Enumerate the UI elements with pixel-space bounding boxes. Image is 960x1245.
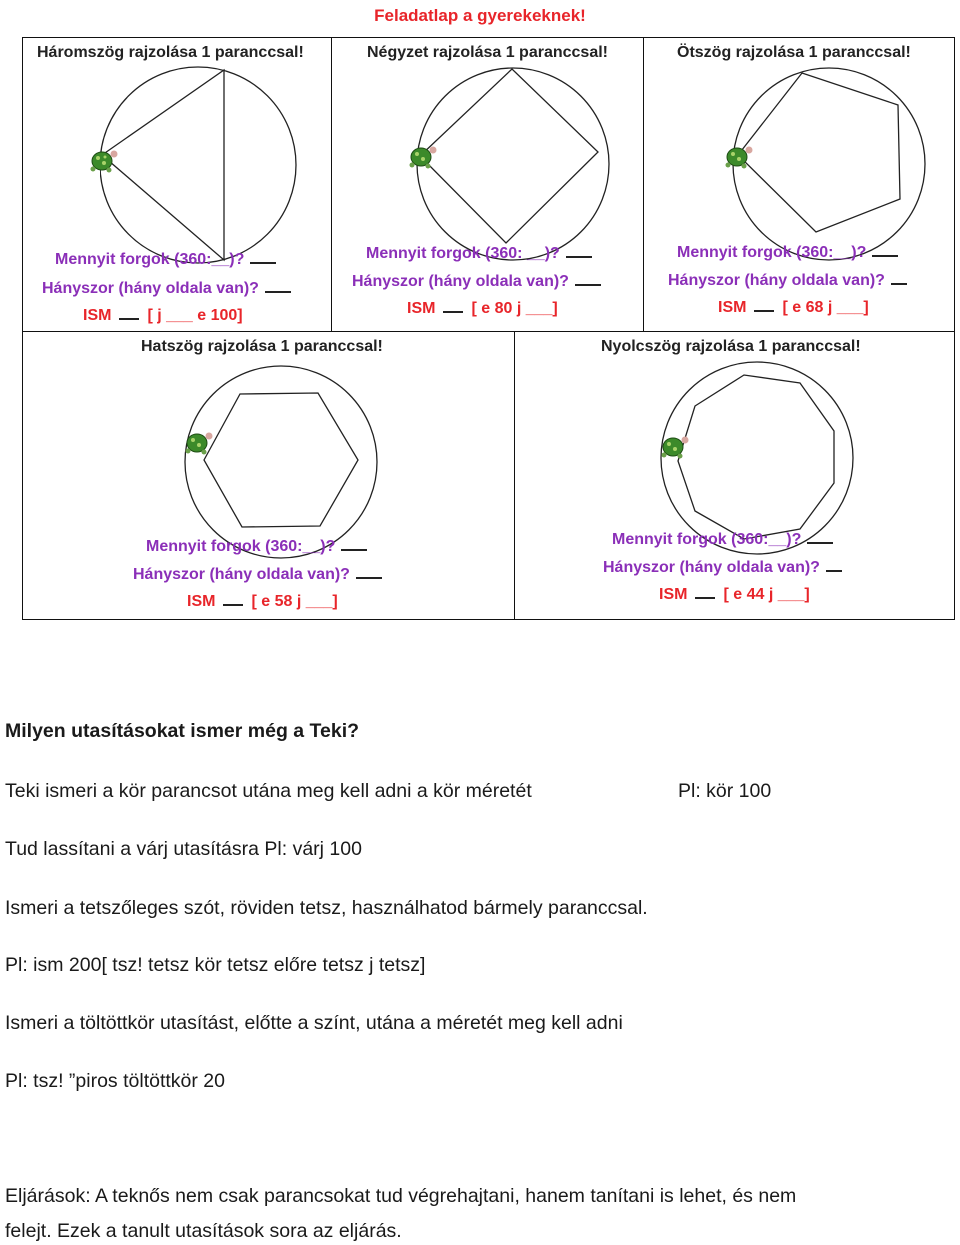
pentagon-title: Ötszög rajzolása 1 paranccsal! <box>677 44 911 61</box>
paragraph-filled-circle: Ismeri a töltöttkör utasítást, előtte a színt, utána a méretét meg kell adni <box>5 1012 623 1034</box>
question-repeat: Hányszor (hány oldala van)? <box>603 559 820 576</box>
pentagon-q2 <box>668 272 907 290</box>
octagon-q1 <box>612 531 833 549</box>
triangle-figure <box>100 66 300 266</box>
answer-blank[interactable] <box>566 246 592 258</box>
square-q3 <box>407 300 558 318</box>
paragraph-wait-command: Tud lassítani a várj utasításra Pl: várj 100 <box>5 838 362 860</box>
ism-command: [ j ___ e 100] <box>147 307 243 324</box>
ism-keyword: ISM <box>407 300 436 317</box>
paragraph-circle-command <box>5 780 955 803</box>
question-repeat: Hányszor (hány oldala van)? <box>42 280 259 297</box>
question-turn: Mennyit forgok (360:__)? <box>55 251 245 268</box>
circle-command-text: Teki ismeri a kör parancsot utána meg kell adni a kör méretét <box>5 780 532 802</box>
square-figure <box>416 67 616 267</box>
ism-keyword: ISM <box>83 307 112 324</box>
ism-keyword: ISM <box>718 299 747 316</box>
triangle-title: Háromszög rajzolása 1 paranccsal! <box>37 44 304 61</box>
answer-blank[interactable] <box>575 274 601 286</box>
sheet-title: Feladatlap a gyerekeknek! <box>374 6 586 25</box>
answer-blank[interactable] <box>754 300 774 312</box>
hexagon-title: Hatszög rajzolása 1 paranccsal! <box>141 338 383 355</box>
octagon-title: Nyolcszög rajzolása 1 paranccsal! <box>601 338 861 355</box>
answer-blank[interactable] <box>223 594 243 606</box>
pentagon-figure <box>732 67 932 267</box>
square-q2 <box>352 273 601 291</box>
answer-blank[interactable] <box>695 587 715 599</box>
square-title: Négyzet rajzolása 1 paranccsal! <box>366 44 608 61</box>
paragraph-random-word: Ismeri a tetszőleges szót, röviden tetsz, használhatod bármely paranccsal. <box>5 897 648 919</box>
pentagon-cell <box>643 37 955 332</box>
ism-command: [ e 80 j ___] <box>471 300 558 317</box>
pentagon-q3 <box>718 299 869 317</box>
paragraph-filled-circle-example: Pl: tsz! ”piros töltöttkör 20 <box>5 1070 225 1092</box>
question-turn: Mennyit forgok (360: __)? <box>366 245 560 262</box>
square-q1 <box>366 245 592 263</box>
pentagon-q1 <box>677 244 898 262</box>
turtle-icon <box>182 428 216 456</box>
triangle-q3 <box>83 307 243 325</box>
turtle-icon <box>87 146 121 174</box>
question-turn: Mennyit forgok (360:__)? <box>146 538 336 555</box>
answer-blank[interactable] <box>443 301 463 313</box>
triangle-cell <box>22 37 332 332</box>
ism-keyword: ISM <box>659 586 688 603</box>
paragraph-procedures-line2: felejt. Ezek a tanult utasítások sora az eljárás. <box>5 1220 402 1242</box>
paragraph-procedures-line1: Eljárások: A teknős nem csak parancsokat tud végrehajtani, hanem tanítani is lehet, és nem <box>5 1185 797 1207</box>
question-repeat: Hányszor (hány oldala van)? <box>668 272 885 289</box>
answer-blank[interactable] <box>341 539 367 551</box>
hexagon-q1 <box>146 538 367 556</box>
answer-blank[interactable] <box>891 273 907 285</box>
question-repeat: Hányszor (hány oldala van)? <box>133 566 350 583</box>
answer-blank[interactable] <box>250 252 276 264</box>
hexagon-q2 <box>133 566 382 584</box>
section-heading: Milyen utasításokat ismer még a Teki? <box>5 720 360 742</box>
question-turn: Mennyit forgok (360:__)? <box>677 244 867 261</box>
turtle-icon <box>722 142 756 170</box>
paragraph-random-example: Pl: ism 200[ tsz! tetsz kör tetsz előre tetsz j tetsz] <box>5 954 426 976</box>
octagon-q2 <box>603 559 842 577</box>
answer-blank[interactable] <box>872 245 898 257</box>
ism-command: [ e 44 j ___] <box>723 586 810 603</box>
hexagon-cell <box>22 331 515 620</box>
octagon-cell <box>514 331 955 620</box>
octagon-q3 <box>659 586 810 604</box>
answer-blank[interactable] <box>265 281 291 293</box>
turtle-icon <box>658 432 692 460</box>
question-repeat: Hányszor (hány oldala van)? <box>352 273 569 290</box>
answer-blank[interactable] <box>807 532 833 544</box>
ism-keyword: ISM <box>187 593 216 610</box>
square-cell <box>331 37 644 332</box>
circle-command-example: Pl: kör 100 <box>678 780 772 802</box>
hexagon-q3 <box>187 593 338 611</box>
ism-command: [ e 58 j ___] <box>251 593 338 610</box>
turtle-icon <box>406 142 440 170</box>
answer-blank[interactable] <box>356 567 382 579</box>
triangle-q2 <box>42 280 291 298</box>
question-turn: Mennyit forgok (360:__)? <box>612 531 802 548</box>
hexagon-figure <box>184 365 384 565</box>
ism-command: [ e 68 j ___] <box>782 299 869 316</box>
answer-blank[interactable] <box>826 560 842 572</box>
answer-blank[interactable] <box>119 308 139 320</box>
worksheet-grid <box>22 37 955 620</box>
triangle-q1 <box>55 251 276 269</box>
